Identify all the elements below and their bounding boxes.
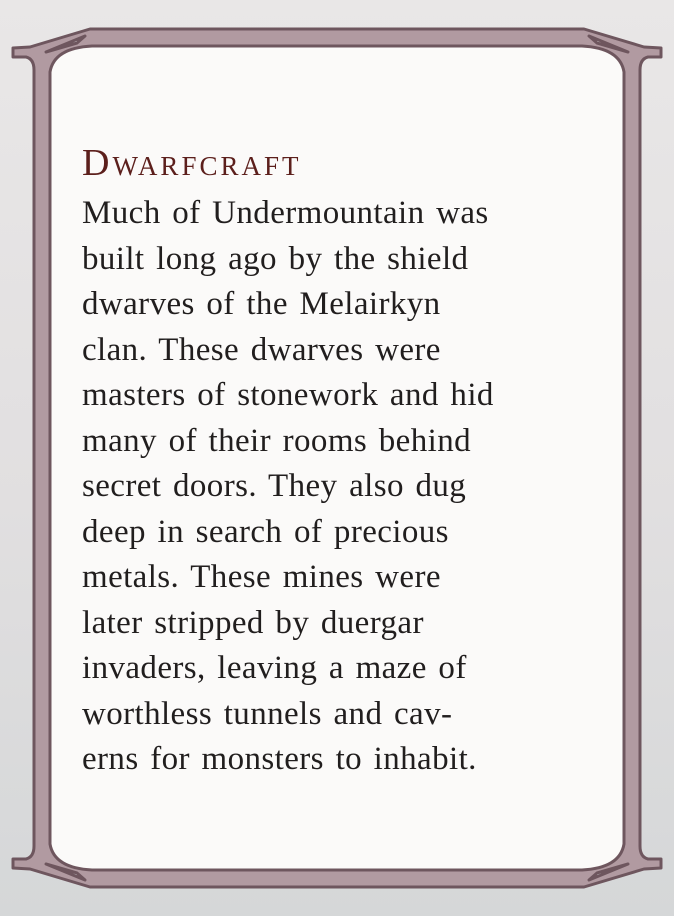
callout-content bbox=[82, 139, 602, 783]
body-line: masters of stonework and hid bbox=[82, 377, 494, 413]
body-line: erns for monsters to inhabit. bbox=[82, 741, 477, 777]
body-line: built long ago by the shield bbox=[82, 240, 469, 277]
body-line: later stripped by duergar bbox=[82, 604, 424, 641]
body-line: many of their rooms behind bbox=[82, 422, 471, 459]
body-line: worthless tunnels and cav- bbox=[82, 695, 453, 732]
callout-body bbox=[82, 191, 602, 783]
body-line: clan. These dwarves were bbox=[82, 331, 441, 368]
body-line: deep in search of precious bbox=[82, 513, 449, 550]
body-line: dwarves of the Melairkyn bbox=[82, 286, 441, 322]
body-line: secret doors. They also dug bbox=[82, 468, 467, 504]
callout-title: Dwarfcraft bbox=[82, 142, 302, 184]
body-line: metals. These mines were bbox=[82, 559, 441, 595]
body-line: Much of Undermountain was bbox=[82, 195, 489, 231]
body-line: invaders, leaving a maze of bbox=[82, 650, 467, 686]
